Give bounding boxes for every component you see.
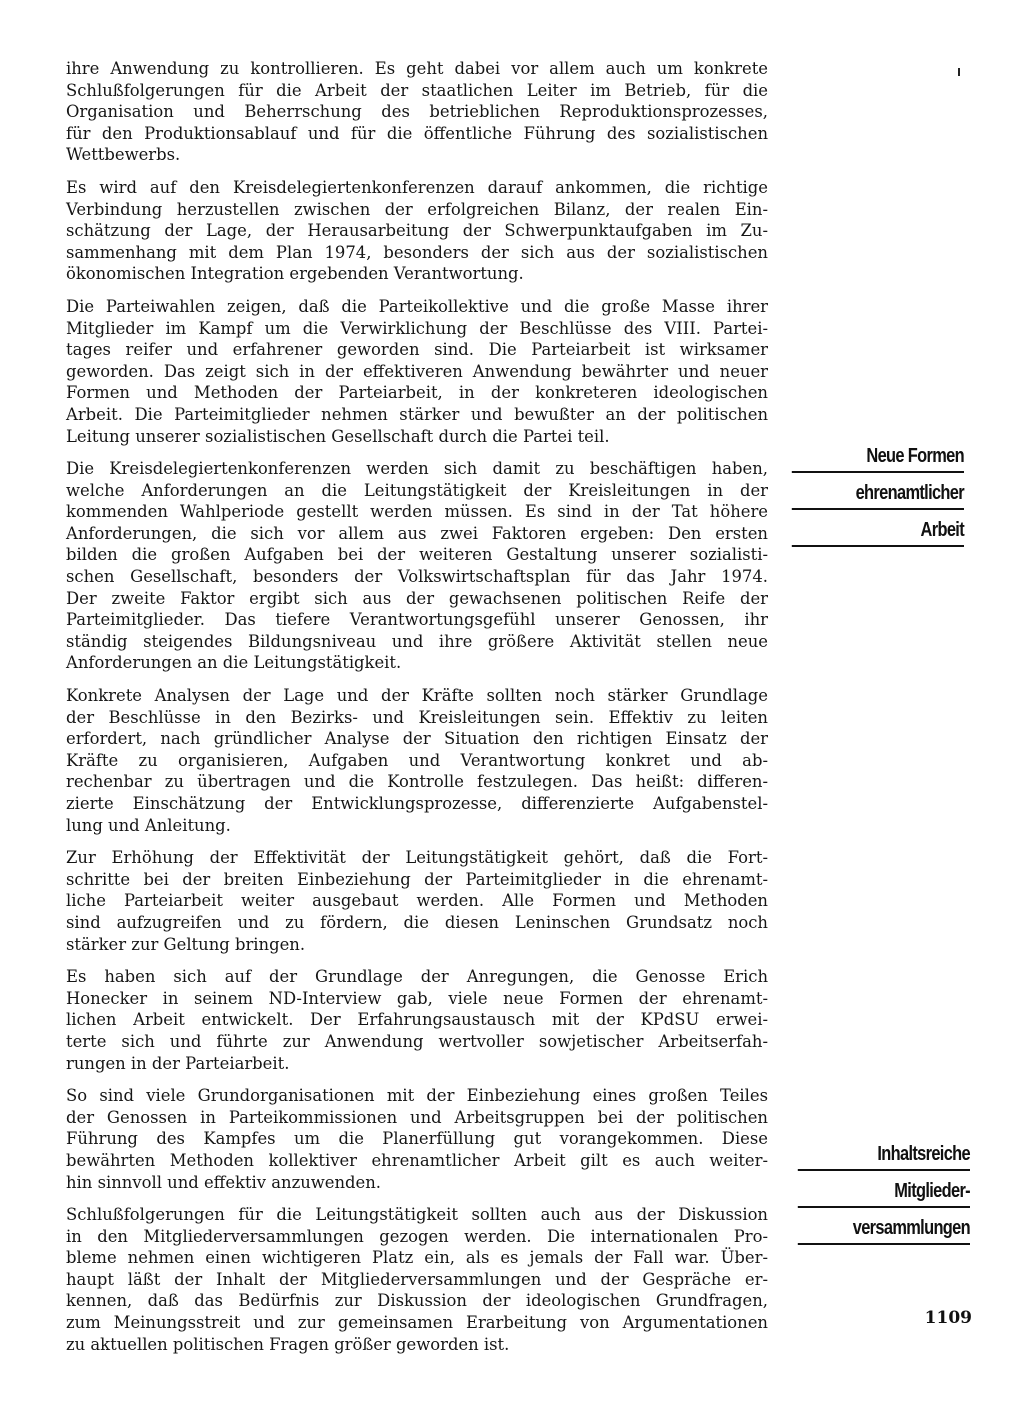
- text-line: ökonomischen Integration ergebenden Verantwortung.: [66, 264, 524, 284]
- text-line: Parteimitglieder. Das tiefere Verantwortungsgefühl unserer Genossen, ihr: [66, 610, 768, 630]
- text-line: schätzung der Lage, der Herausarbeitung der Schwerpunktaufgaben im Zu-: [66, 221, 768, 241]
- margin-tick-mark: [958, 68, 960, 76]
- paragraph-2: [66, 177, 768, 285]
- text-line: Leitung unserer sozialistischen Gesellschaft durch die Partei teil.: [66, 426, 610, 446]
- text-line: sind aufzugreifen und zu fördern, die diesen Leninschen Grundsatz noch: [66, 912, 768, 932]
- text-line: welche Anforderungen an die Leitungstätigkeit der Kreisleitungen in der: [66, 480, 768, 500]
- paragraph-3: [66, 296, 768, 447]
- paragraph-7: [66, 966, 768, 1074]
- text-line: Mitglieder im Kampf um die Verwirklichung der Beschlüsse des VIII. Partei-: [66, 318, 768, 338]
- text-line: sammenhang mit dem Plan 1974, besonders der sich aus der sozialistischen: [66, 242, 768, 262]
- side-heading-mitgliederversammlungen: [798, 1140, 970, 1251]
- paragraph-9: [66, 1204, 768, 1355]
- text-line: der Genossen in Parteikommissionen und Arbeitsgruppen bei der politischen: [66, 1107, 768, 1127]
- text-line: bewährten Methoden kollektiver ehrenamtlicher Arbeit gilt es auch weiter-: [66, 1150, 768, 1170]
- text-line: rechenbar zu übertragen und die Kontrolle festzulegen. Das heißt: differen-: [66, 772, 768, 792]
- text-line: Konkrete Analysen der Lage und der Kräfte sollten noch stärker Grundlage: [66, 686, 768, 706]
- text-line: Verbindung herzustellen zwischen der erfolgreichen Bilanz, der realen Ein-: [66, 199, 768, 219]
- text-line: stärker zur Geltung bringen.: [66, 934, 306, 954]
- text-line: für den Produktionsablauf und für die öffentliche Führung des sozialistischen: [66, 123, 768, 143]
- text-line: Organisation und Beherrschung des betrieblichen Reproduktionsprozesses,: [66, 102, 768, 122]
- side-heading-line: Arbeit: [792, 516, 964, 547]
- text-line: kommenden Wahlperiode gestellt werden müssen. Es sind in der Tat höhere: [66, 502, 768, 522]
- side-heading-line: Neue Formen: [792, 442, 964, 473]
- text-line: kennen, daß das Bedürfnis zur Diskussion der ideologischen Grundfragen,: [66, 1291, 768, 1311]
- text-line: zum Meinungsstreit und zur gemeinsamen Erarbeitung von Argumentationen: [66, 1313, 768, 1333]
- text-line: Anforderungen an die Leitungstätigkeit.: [66, 653, 402, 673]
- side-heading-line: ehrenamtlicher: [792, 479, 964, 510]
- text-line: Anforderungen, die sich vor allem aus zwei Faktoren ergeben: Den ersten: [66, 523, 768, 543]
- text-line: liche Parteiarbeit weiter ausgebaut werden. Alle Formen und Methoden: [66, 891, 768, 911]
- paragraph-1: [66, 58, 768, 166]
- side-heading-neue-formen: [792, 442, 964, 553]
- text-line: hin sinnvoll und effektiv anzuwenden.: [66, 1172, 382, 1192]
- text-line: ständig steigendes Bildungsniveau und ihre größere Aktivität stellen neue: [66, 631, 768, 651]
- paragraph-5: [66, 685, 768, 836]
- text-line: der Beschlüsse in den Bezirks- und Kreisleitungen sein. Effektiv zu leiten: [66, 707, 768, 727]
- side-heading-line: Inhaltsreiche: [798, 1140, 970, 1171]
- text-line: zu aktuellen politischen Fragen größer geworden ist.: [66, 1334, 510, 1354]
- text-line: Schlußfolgerungen für die Arbeit der staatlichen Leiter im Betrieb, für die: [66, 80, 768, 100]
- paragraph-6: [66, 847, 768, 955]
- text-line: Schlußfolgerungen für die Leitungstätigkeit sollten auch aus der Diskussion: [66, 1205, 768, 1225]
- text-line: rungen in der Parteiarbeit.: [66, 1053, 290, 1073]
- paragraph-4: [66, 458, 768, 674]
- text-line: Der zweite Faktor ergibt sich aus der gewachsenen politischen Reife der: [66, 588, 768, 608]
- text-line: Die Parteiwahlen zeigen, daß die Parteikollektive und die große Masse ihrer: [66, 296, 768, 316]
- text-line: Es haben sich auf der Grundlage der Anregungen, die Genosse Erich: [66, 967, 768, 987]
- text-line: in den Mitgliederversammlungen gezogen werden. Die internationalen Pro-: [66, 1226, 768, 1246]
- text-line: So sind viele Grundorganisationen mit der Einbeziehung eines großen Teiles: [66, 1086, 768, 1106]
- body-text: [66, 58, 768, 1366]
- side-heading-line: versammlungen: [798, 1214, 970, 1245]
- text-line: Wettbewerbs.: [66, 145, 181, 165]
- text-line: lichen Arbeit entwickelt. Der Erfahrungsaustausch mit der KPdSU erwei-: [66, 1010, 768, 1030]
- text-line: Die Kreisdelegiertenkonferenzen werden sich damit zu beschäftigen haben,: [66, 459, 768, 479]
- text-line: erfordert, nach gründlicher Analyse der Situation den richtigen Einsatz der: [66, 729, 768, 749]
- text-line: Führung des Kampfes um die Planerfüllung gut vorangekommen. Diese: [66, 1129, 768, 1149]
- text-line: terte sich und führte zur Anwendung wertvoller sowjetischer Arbeitserfah-: [66, 1031, 768, 1051]
- side-heading-line: Mitglieder-: [798, 1177, 970, 1208]
- text-line: haupt läßt der Inhalt der Mitgliederversammlungen und der Gespräche er-: [66, 1269, 768, 1289]
- text-line: bleme nehmen einen wichtigeren Platz ein, als es jemals der Fall war. Über-: [66, 1248, 768, 1268]
- text-line: geworden. Das zeigt sich in der effektiveren Anwendung bewährter und neuer: [66, 361, 768, 381]
- text-line: schritte bei der breiten Einbeziehung der Parteimitglieder in die ehrenamt-: [66, 869, 768, 889]
- text-line: zierte Einschätzung der Entwicklungsprozesse, differenzierte Aufgabenstel-: [66, 794, 768, 813]
- text-line: ihre Anwendung zu kontrollieren. Es geht dabei vor allem auch um konkrete: [66, 59, 768, 78]
- text-line: Kräfte zu organisieren, Aufgaben und Verantwortung konkret und ab-: [66, 750, 768, 770]
- text-line: bilden die großen Aufgaben bei der weiteren Gestaltung unserer sozialisti-: [66, 545, 768, 565]
- text-line: lung und Anleitung.: [66, 815, 231, 835]
- text-line: Arbeit. Die Parteimitglieder nehmen stärker und bewußter an der politischen: [66, 404, 768, 424]
- text-line: schen Gesellschaft, besonders der Volkswirtschaftsplan für das Jahr 1974.: [66, 567, 768, 587]
- paragraph-8: [66, 1085, 768, 1193]
- page-number: 1109: [924, 1308, 972, 1328]
- text-line: tages reifer und erfahrener geworden sind. Die Parteiarbeit ist wirksamer: [66, 340, 768, 360]
- text-line: Zur Erhöhung der Effektivität der Leitungstätigkeit gehört, daß die Fort-: [66, 848, 768, 868]
- text-line: Es wird auf den Kreisdelegiertenkonferenzen darauf ankommen, die richtige: [66, 177, 768, 197]
- text-line: Formen und Methoden der Parteiarbeit, in der konkreteren ideologischen: [66, 383, 768, 403]
- text-line: Honecker in seinem ND-Interview gab, viele neue Formen der ehrenamt-: [66, 988, 768, 1008]
